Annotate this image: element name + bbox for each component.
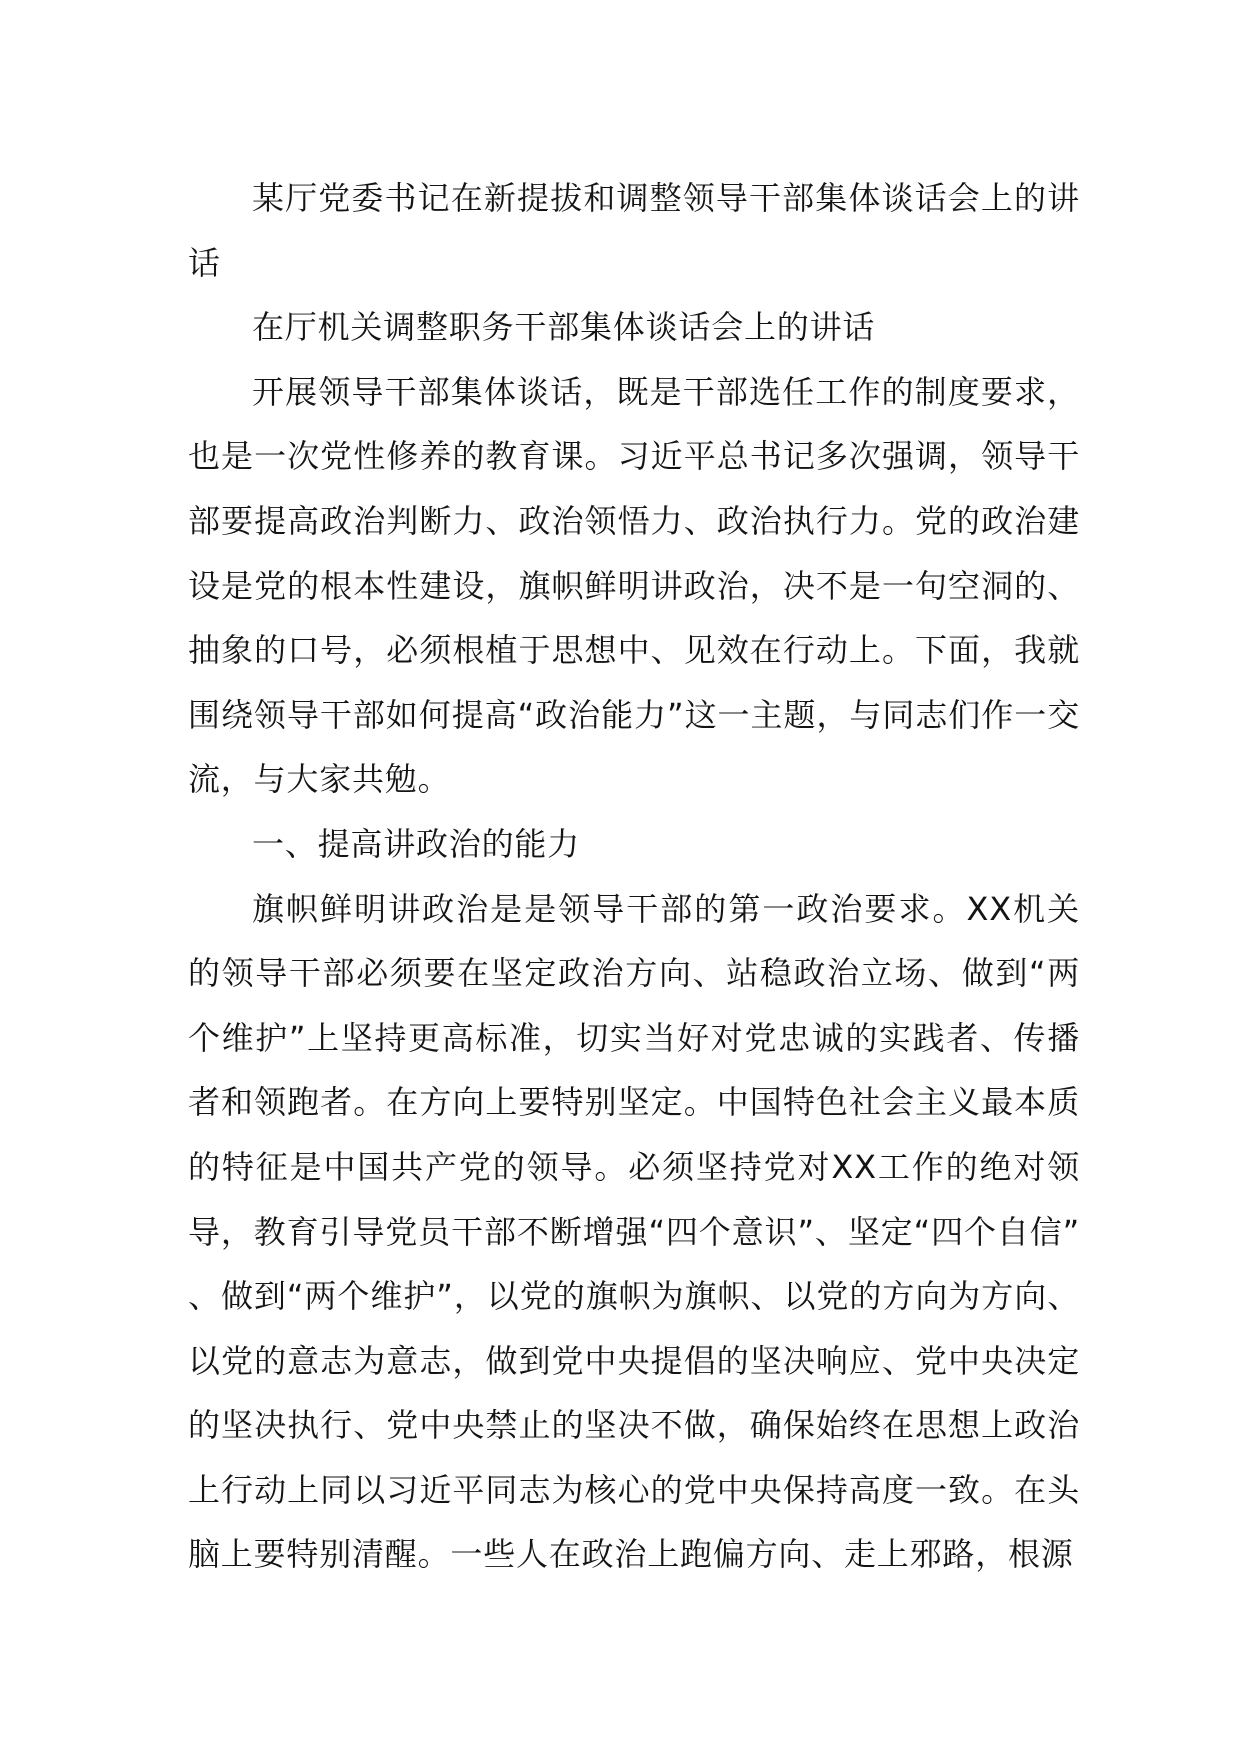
document-title: 某厅党委书记在新提拔和调整领导干部集体谈话会上的讲话 xyxy=(188,179,1080,282)
speech-subtitle: 在厅机关调整职务干部集体谈话会上的讲话 xyxy=(252,308,876,347)
body-paragraph: 旗帜鲜明讲政治是是领导干部的第一政治要求。XX机关的领导干部必须要在坚定政治方向、站稳政治立场、做到“两个维护”上坚持更高标准，切实当好对党忠诚的实践者、传播者和领跑者。在方向上要特别坚定。中国特色社会主义最本质的特征是中国共产党的领导。必须坚持党对XX工作的绝对领导，教育引导党员干部不断增强“四个意识”、坚定“四个自信”、做到“两个维护”，以党的旗帜为旗帜、以党的方向为方向、以党的意志为意志，做到党中央提倡的坚决响应、党中央决定的坚决执行、党中央禁止的坚决不做，确保始终在思想上政治上行动上同以习近平同志为核心的党中央保持高度一致。在头脑上要特别清醒。一些人在政治上跑偏方向、走上邪路，根源 xyxy=(188,889,1080,1574)
section-heading: 一、提高讲政治的能力 xyxy=(252,824,581,863)
intro-paragraph: 开展领导干部集体谈话，既是干部选任工作的制度要求，也是一次党性修养的教育课。习近平总书记多次强调，领导干部要提高政治判断力、政治领悟力、政治执行力。党的政治建设是党的根本性建设，旗帜鲜明讲政治，决不是一句空洞的、抽象的口号，必须根植于思想中、见效在行动上。下面，我就围绕领导干部如何提高“政治能力”这一主题，与同志们作一交流，与大家共勉。 xyxy=(188,372,1080,799)
document-body xyxy=(188,166,1080,1587)
